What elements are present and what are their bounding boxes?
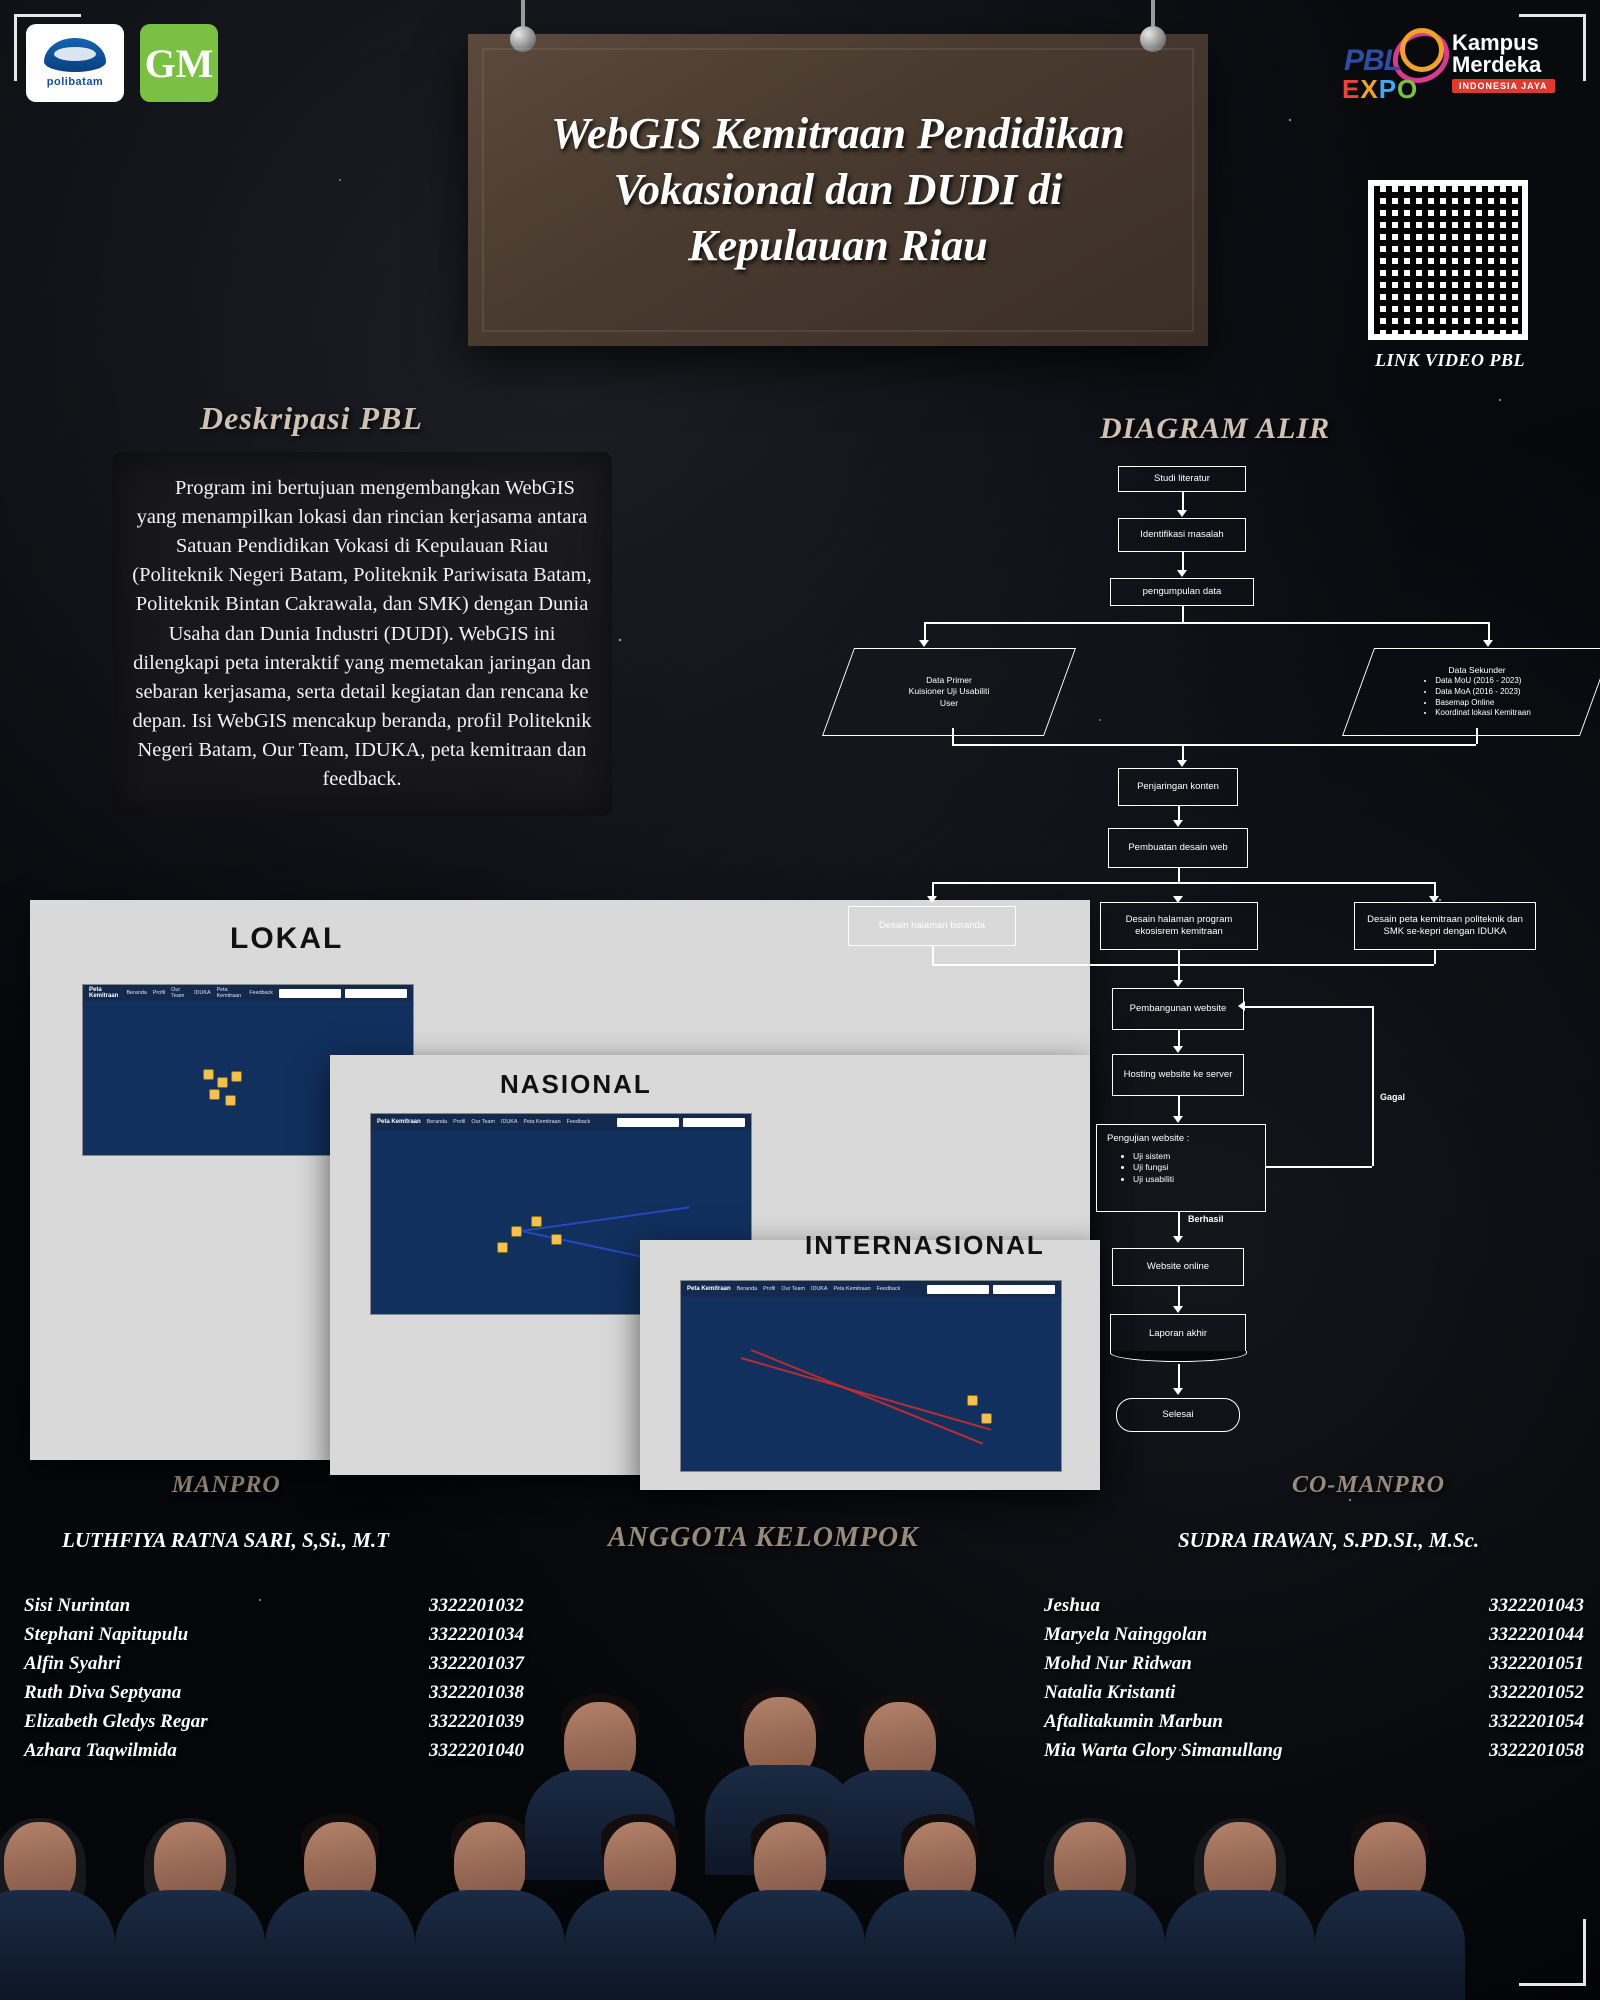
list-item: Aftalitakumin Marbun 3322201054	[1044, 1711, 1584, 1732]
map-route-line	[521, 1206, 690, 1232]
gm-logo	[140, 24, 218, 102]
browser-filter-select[interactable]	[279, 989, 341, 998]
flow-node-data-primer	[838, 648, 1060, 736]
flow-connector	[932, 964, 1434, 966]
browser-menu-beranda[interactable]: Beranda	[426, 1119, 448, 1125]
browser-menu-beranda[interactable]: Beranda	[736, 1286, 758, 1292]
flow-arrow	[1173, 1306, 1183, 1313]
flow-connector	[952, 728, 954, 744]
kampus-merdeka-logo	[1452, 30, 1580, 91]
flow-arrow	[1173, 980, 1183, 987]
flow-node-studi-literatur: Studi literatur	[1118, 466, 1246, 492]
map-pin[interactable]	[531, 1216, 542, 1227]
flow-node-pengujian-website: Pengujian website : • Uji sistem • Uji fungsi • Uji usabiliti	[1096, 1124, 1266, 1212]
browser-brand: Peta Kemitraan	[89, 987, 119, 999]
flow-arrow	[1483, 640, 1493, 647]
browser-menu-profil[interactable]: Profil	[152, 990, 166, 996]
flow-arrow	[1173, 1116, 1183, 1123]
section-heading-anggota: ANGGOTA KELOMPOK	[608, 1522, 919, 1553]
browser-navbar	[371, 1114, 751, 1130]
list-item: Stephani Napitupulu 3322201034	[24, 1624, 524, 1645]
flow-connector	[1178, 950, 1180, 964]
page-title: WebGIS Kemitraan Pendidikan Vokasional dan DUDI di Kepulauan Riau	[551, 108, 1125, 271]
kampus-merdeka-line1: Kampus	[1452, 30, 1539, 55]
pbl-expo-logo	[1340, 26, 1450, 116]
browser-brand: Peta Kemitraan	[687, 1286, 731, 1292]
flow-connector	[1178, 868, 1180, 882]
browser-menu-profil[interactable]: Profil	[763, 1286, 776, 1292]
flow-arrow	[927, 896, 937, 903]
flow-connector	[1244, 1006, 1372, 1008]
browser-menu-feedback[interactable]: Feedback	[566, 1119, 591, 1125]
expo-logo-text: EXPO	[1342, 74, 1419, 104]
flow-node-data-sekunder-text: Data Sekunder • Data MoU (2016 - 2023) • Data MoA (2016 - 2023) • Basemap Online • Koordinat lokasi Kemitraan	[1411, 660, 1543, 724]
map-pin[interactable]	[225, 1095, 236, 1106]
screenshot-caption-internasional: INTERNASIONAL	[805, 1230, 1045, 1260]
browser-menu-iduka[interactable]: IDUKA	[194, 990, 211, 996]
browser-menu-our-team[interactable]: Our Team	[471, 1119, 495, 1125]
map-pin[interactable]	[511, 1226, 522, 1237]
qr-label: LINK VIDEO PBL	[1374, 350, 1525, 370]
flow-node-pengumpulan-data: pengumpulan data	[1110, 578, 1254, 606]
browser-navbar	[83, 985, 413, 1001]
section-heading-deskripsi: Deskripasi PBL	[200, 400, 423, 436]
flow-arrow	[1177, 570, 1187, 577]
pbl-ring2-icon	[1400, 28, 1444, 72]
browser-menu-feedback[interactable]: Feedback	[249, 990, 273, 996]
browser-menu-our-team[interactable]: Our Team	[171, 987, 185, 999]
screenshot-caption-lokal: LOKAL	[230, 922, 344, 955]
flow-node-identifikasi-masalah: Identifikasi masalah	[1118, 518, 1246, 552]
flow-node-pembuatan-desain-web: Pembuatan desain web	[1108, 828, 1248, 868]
description-card	[112, 452, 612, 816]
list-item: Mohd Nur Ridwan 3322201051	[1044, 1653, 1584, 1674]
flow-connector	[1476, 728, 1478, 744]
flow-arrow	[1173, 1236, 1183, 1243]
kampus-merdeka-line2: Merdeka	[1452, 52, 1542, 77]
member-list-right	[1044, 1595, 1584, 1769]
flow-arrow	[1173, 1388, 1183, 1395]
logo-row	[26, 24, 218, 102]
flow-node-pembangunan-website: Pembangunan website	[1112, 988, 1244, 1030]
map-pin[interactable]	[217, 1077, 228, 1088]
flowchart	[860, 466, 1560, 1436]
map-pin[interactable]	[203, 1069, 214, 1080]
flow-node-desain-halaman-beranda: Desain halaman beranda	[848, 906, 1016, 946]
section-heading-diagram: DIAGRAM ALIR	[1100, 412, 1331, 445]
polibatam-logo	[26, 24, 124, 102]
flow-node-data-sekunder	[1358, 648, 1596, 736]
flow-connector	[1182, 606, 1184, 622]
flow-arrow	[1238, 1001, 1245, 1011]
list-item: Ruth Diva Septyana 3322201038	[24, 1682, 524, 1703]
list-item: Alfin Syahri 3322201037	[24, 1653, 524, 1674]
polibatam-logo-text: polibatam	[46, 76, 104, 88]
flow-connector	[1434, 950, 1436, 964]
flow-label-gagal: Gagal	[1380, 1092, 1406, 1102]
flow-node-laporan-akhir: Laporan akhir	[1110, 1314, 1246, 1354]
browser-menu-peta-kemitraan[interactable]: Peta Kemitraan	[833, 1286, 871, 1292]
flow-node-hosting-website: Hosting website ke server	[1112, 1054, 1244, 1096]
pbl-logo-text: PBL	[1344, 44, 1401, 77]
browser-menu-peta-kemitraan[interactable]: Peta Kemitraan	[216, 987, 242, 999]
flow-node-selesai: Selesai	[1116, 1398, 1240, 1432]
flow-arrow	[1173, 820, 1183, 827]
list-item: Azhara Taqwilmida 3322201040	[24, 1740, 524, 1761]
browser-menu-beranda[interactable]: Beranda	[126, 990, 147, 996]
qr-code-pattern	[1374, 186, 1522, 334]
browser-menu-peta-kemitraan[interactable]: Peta Kemitraan	[523, 1119, 561, 1125]
manpro-name: LUTHFIYA RATNA SARI, S,Si., M.T	[62, 1528, 389, 1552]
browser-filter-select[interactable]	[617, 1118, 679, 1127]
browser-brand: Peta Kemitraan	[377, 1119, 421, 1125]
browser-menu-profil[interactable]: Profil	[453, 1119, 466, 1125]
gm-logo-text: GM	[144, 40, 214, 86]
co-manpro-name: SUDRA IRAWAN, S.PD.SI., M.Sc.	[1178, 1528, 1480, 1552]
flow-node-desain-ekosistem: Desain halaman program ekosisrem kemitraan	[1100, 902, 1258, 950]
section-heading-co-manpro: CO-MANPRO	[1292, 1472, 1446, 1498]
flow-connector	[952, 744, 1476, 746]
kampus-merdeka-tagline: INDONESIA JAYA	[1452, 79, 1555, 93]
flow-node-website-online: Website online	[1112, 1248, 1244, 1286]
list-item: Natalia Kristanti 3322201052	[1044, 1682, 1584, 1703]
flow-node-pengujian-title: Pengujian website :	[1107, 1133, 1190, 1144]
flow-connector	[932, 882, 1434, 884]
section-heading-manpro: MANPRO	[172, 1472, 281, 1498]
flow-arrow	[1177, 760, 1187, 767]
flow-arrow	[1177, 510, 1187, 517]
browser-menu-iduka[interactable]: IDUKA	[500, 1119, 518, 1125]
browser-menu-iduka[interactable]: IDUKA	[810, 1286, 828, 1292]
map-pin[interactable]	[231, 1071, 242, 1082]
polibatam-wave-icon	[44, 38, 106, 72]
browser-menu-feedback[interactable]: Feedback	[876, 1286, 901, 1292]
list-item: Sisi Nurintan 3322201032	[24, 1595, 524, 1616]
title-board	[468, 34, 1208, 346]
flow-connector	[1266, 1166, 1372, 1168]
screenshot-caption-nasional: NASIONAL	[500, 1069, 652, 1099]
list-item: Jeshua 3322201043	[1044, 1595, 1584, 1616]
map-pin[interactable]	[209, 1089, 220, 1100]
flow-node-penjaringan-konten: Penjaringan konten	[1118, 768, 1238, 806]
flow-node-desain-peta: Desain peta kemitraan politeknik dan SMK se-kepri dengan IDUKA	[1354, 902, 1536, 950]
browser-search-input[interactable]	[345, 989, 407, 998]
browser-menu-our-team[interactable]: Our Team	[781, 1286, 805, 1292]
flow-label-berhasil: Berhasil	[1188, 1214, 1224, 1224]
qr-block	[1368, 180, 1532, 371]
list-item: Maryela Nainggolan 3322201044	[1044, 1624, 1584, 1645]
flow-arrow	[1173, 1046, 1183, 1053]
member-list-left	[24, 1595, 524, 1769]
map-pin[interactable]	[551, 1234, 562, 1245]
qr-code[interactable]	[1368, 180, 1528, 340]
flow-connector	[1372, 1006, 1374, 1166]
list-item: Mia Warta Glory Simanullang 3322201058	[1044, 1740, 1584, 1761]
description-text: Program ini bertujuan mengembangkan WebGIS yang menampilkan lokasi dan rincian kerjasama antara Satuan Pendidikan Vokasi di Kepulauan Riau (Politeknik Negeri Batam, Politeknik Pariwisata Batam, Politeknik Bintan Cakrawala, dan SMK) dengan Dunia Usaha dan Dunia Industri (DUDI). WebGIS ini dilengkapi peta interaktif yang memetakan jaringan dan sebaran kerjasama, serta detail kegiatan dan rencana ke depan. Isi WebGIS mencakup beranda, profil Politeknik Negeri Batam, Our Team, IDUKA, peta kemitraan dan feedback.	[132, 477, 592, 791]
flow-arrow	[919, 640, 929, 647]
flow-connector	[932, 946, 934, 964]
flow-connector	[924, 622, 1488, 624]
flow-node-data-primer-text: Data Primer Kuisioner Uji Usabiliti User	[908, 675, 990, 708]
map-pin[interactable]	[497, 1242, 508, 1253]
list-item: Elizabeth Gledys Regar 3322201039	[24, 1711, 524, 1732]
browser-search-input[interactable]	[683, 1118, 745, 1127]
